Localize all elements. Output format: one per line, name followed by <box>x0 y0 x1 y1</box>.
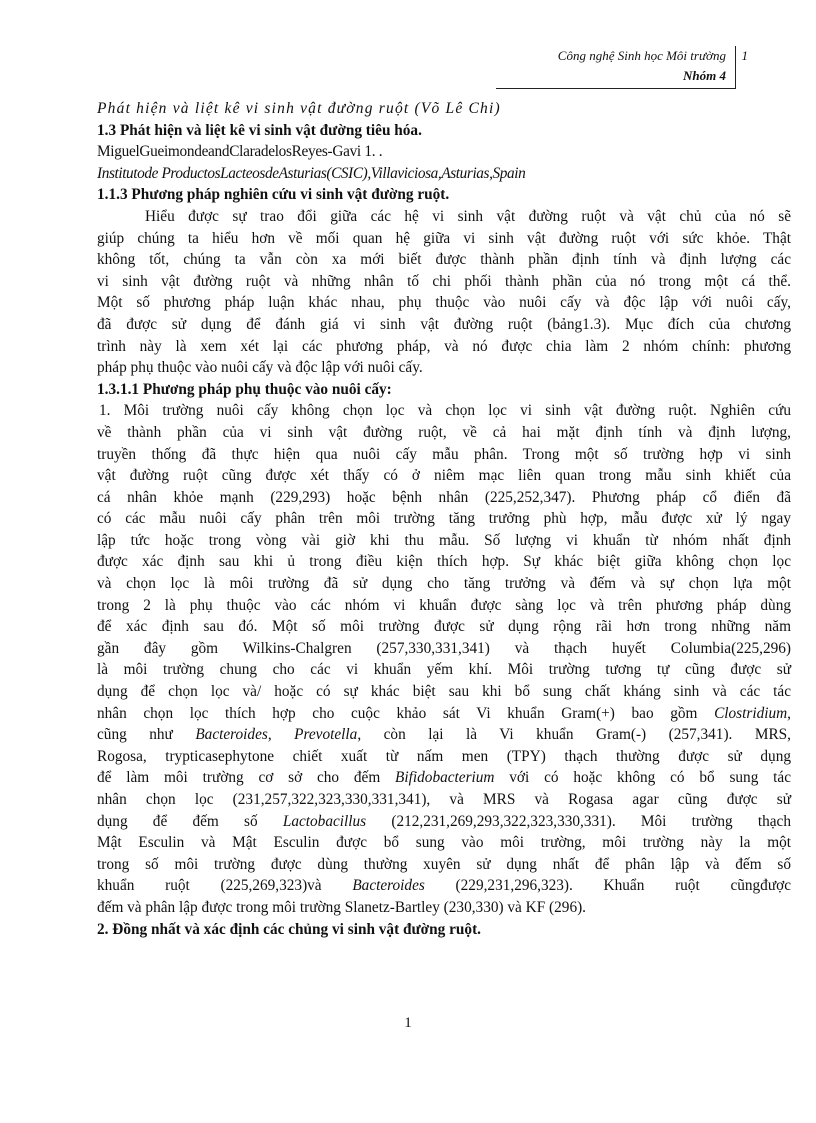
paragraph-line: 1. Môi trường nuôi cấy không chọn lọc và chọn lọc vi sinh vật đường ruột. Nghiên cứu <box>99 402 791 420</box>
paragraph-line: pháp phụ thuộc vào nuôi cấy và độc lập với nuôi cấy. <box>97 359 423 377</box>
paragraph-line: dụng để đếm số Lactobacillus (212,231,269,293,322,323,330,331). Môi trường thạch <box>97 812 791 830</box>
paragraph-line: Mật Esculin và Mật Esculin được bổ sung vào môi trường, môi trường này la một <box>97 834 791 852</box>
header-divider <box>735 46 736 88</box>
subsection-heading: 1.1.3 Phương pháp nghiên cứu vi sinh vật đường ruột. <box>97 186 450 204</box>
paragraph-line: đã được sử dụng để đánh giá vi sinh vật đường ruột (bảng1.3). Mục đích của chương <box>97 315 791 333</box>
footer-page-number: 1 <box>404 1015 412 1031</box>
paragraph-line: đếm và phân lập được trong môi trường Slanetz-Bartley (230,330) và KF (296). <box>97 898 587 916</box>
paragraph-line: vi sinh vật đường ruột và những nhân tố chi phối thành phần của nó trong một cá thể. <box>97 272 791 290</box>
paragraph-line: cũng như Bacteroides, Prevotella, còn lại là Vi khuẩn Gram(-) (257,341). MRS, <box>97 726 791 744</box>
paragraph-line: được xác định sau khi ủ trong điều kiện thích hợp. Sự khác biệt giữa không chọn lọc <box>97 553 791 571</box>
body-paragraph <box>97 400 791 918</box>
document-body <box>97 98 791 940</box>
header-page-number: 1 <box>741 48 748 63</box>
subsubsection-heading: 1.3.1.1 Phương pháp phụ thuộc vào nuôi cấy: <box>97 380 392 398</box>
paragraph-line: để xác định sau đó. Một số môi trường được sử dụng rộng rãi hơn trong những năm <box>97 618 791 636</box>
next-heading: 2. Đồng nhất và xác định các chủng vi sinh vật đường ruột. <box>97 920 481 938</box>
paragraph-line: trong số môi trường được dùng thường xuyên sử dụng nhất để phân lập và đếm số <box>97 855 791 873</box>
header-group: Nhóm 4 <box>683 68 726 83</box>
paragraph-line: gần đây gồm Wilkins-Chalgren (257,330,331,341) và thạch huyết Columbia(225,296) <box>97 639 791 657</box>
paragraph-line: về thành phần của vi sinh vật đường ruột, về cả hai mặt định tính và định lượng, <box>97 423 791 441</box>
paragraph-line: truyền thống đã thực hiện qua nuôi cấy mẫu phân. Trong một số trường hợp vi sinh <box>97 445 791 463</box>
header-rule <box>496 88 736 89</box>
page-header <box>458 46 758 92</box>
paragraph-line: trong 2 là phụ thuộc vào các nhóm vi khuẩn được sàng lọc và trên phương pháp dùng <box>97 596 791 614</box>
institution-line: Institutode ProductosLacteosdeAsturias(CSIC),Villaviciosa,Asturias,Spain <box>97 164 526 182</box>
paragraph-line: nhân chọn lọc thích hợp cho cuộc khảo sát Vi khuẩn Gram(+) bao gồm Clostridium, <box>97 704 791 722</box>
paragraph-line: Hiểu được sự trao đổi giữa các hệ vi sinh vật đường ruột và vật chủ của nó sẽ <box>145 207 791 225</box>
paragraph-line: và chọn lọc là môi trường đã sử dụng cho tăng trưởng và đếm và sự chọn lựa một <box>97 575 791 593</box>
paragraph-line: trình này là xem xét lại các phương pháp, và nó được chia làm 2 nhóm chính: phương <box>97 337 791 355</box>
paragraph-line: có các mẫu nuôi cấy phân trên môi trường tăng trưởng phù hợp, mẫu được xử lý ngay <box>97 510 791 528</box>
intro-paragraph <box>97 206 791 379</box>
paragraph-line: nhân chọn lọc (231,257,322,323,330,331,341), và MRS và Rogasa agar cũng được sử <box>97 791 791 808</box>
paragraph-line: Rogosa, trypticasephytone chiết xuất từ nấm men (TPY) thạch thường được sử dụng <box>97 747 791 765</box>
paragraph-line: lập tức hoặc trong vòng vài giờ khi thu mẫu. Số lượng vi khuẩn từ nhóm nhất định <box>97 531 791 549</box>
section-heading: 1.3 Phát hiện và liệt kê vi sinh vật đường tiêu hóa. <box>97 121 422 139</box>
paragraph-line: vật đường ruột cũng được xét thấy có ở niêm mạc liên quan trong mẫu sinh khiết của <box>97 467 791 485</box>
paragraph-line: Một số phương pháp luận khác nhau, phụ thuộc vào nuôi cấy và độc lập với nuôi cấy, <box>97 294 791 312</box>
paragraph-line: khuẩn ruột (225,269,323)và Bacteroides (229,231,296,323). Khuẩn ruột cũngđược <box>97 877 791 895</box>
header-subject: Công nghệ Sinh học Môi trường <box>557 48 726 63</box>
paragraph-line: giúp chúng ta hiểu hơn về mối quan hệ giữa vi sinh vật đường ruột với sức khỏe. Thật <box>97 229 791 247</box>
paragraph-line: là môi trường chung cho các vi khuẩn yếm khí. Môi trường tương tự cũng được sử <box>97 661 791 679</box>
paragraph-line: cá nhân khỏe mạnh (229,293) hoặc bệnh nhân (225,252,347). Phương pháp cổ điển đã <box>97 488 791 506</box>
paragraph-line: không tốt, chúng ta vẫn còn xa mới biết được thành phần định tính và định lượng các <box>97 251 791 269</box>
paragraph-line: để làm môi trường cơ sở cho đếm Bifidobacterium với có hoặc không có bổ sung tác <box>97 769 791 787</box>
topic-heading: Phát hiện và liệt kê vi sinh vật đường ruột (Võ Lê Chi) <box>97 100 501 117</box>
authors-line: MiguelGueimondeandClaradelosReyes-Gavi 1. . <box>97 143 383 161</box>
paragraph-line: dụng để chọn lọc và/ hoặc có sự khác biệt sau khi bổ sung chất kháng sinh và các tác <box>97 683 791 701</box>
